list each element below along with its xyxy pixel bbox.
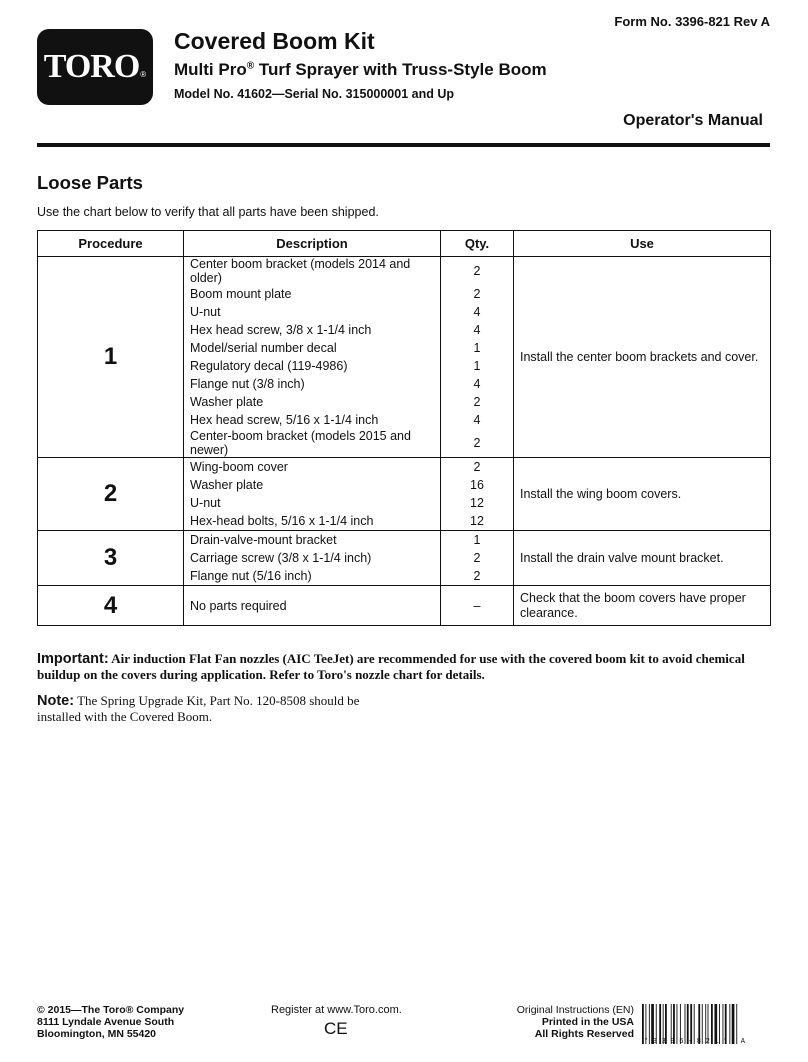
document-title: Covered Boom Kit [174, 28, 375, 54]
procedure-number: 1 [38, 257, 184, 458]
part-description: Center-boom bracket (models 2015 and newer) [184, 429, 441, 458]
part-description: Flange nut (3/8 inch) [184, 375, 441, 393]
form-number: Form No. 3396-821 Rev A [614, 14, 770, 29]
procedure-number: 2 [38, 458, 184, 531]
section-intro: Use the chart below to verify that all parts have been shipped. [37, 205, 379, 219]
procedure-use: Install the drain valve mount bracket. [514, 531, 771, 586]
model-serial-line: Model No. 41602—Serial No. 315000001 and Up [174, 87, 454, 101]
subtitle-product: Multi Pro [174, 60, 247, 79]
address-line-2: Bloomington, MN 55420 [37, 1028, 157, 1040]
part-qty: 2 [441, 458, 514, 477]
subtitle-registered-mark: ® [246, 60, 255, 72]
part-qty: 1 [441, 357, 514, 375]
important-note [37, 651, 777, 683]
register-link-text: Register at www.Toro.com. [271, 1004, 402, 1016]
loose-parts-table [37, 230, 771, 626]
note-text: The Spring Upgrade Kit, Part No. 120-8508 should be installed with the Covered Boom. [37, 693, 360, 724]
part-qty: 4 [441, 303, 514, 321]
table-row [38, 257, 771, 286]
logo-text: TORO [43, 48, 140, 85]
part-qty: – [441, 586, 514, 626]
header-qty: Qty. [441, 231, 514, 257]
part-qty: 2 [441, 549, 514, 567]
part-qty: 4 [441, 411, 514, 429]
part-description: Hex-head bolts, 5/16 x 1-1/4 inch [184, 512, 441, 531]
part-description: Washer plate [184, 476, 441, 494]
part-description: Drain-valve-mount bracket [184, 531, 441, 550]
part-description: Center boom bracket (models 2014 and older) [184, 257, 441, 286]
address-line-1: 8111 Lyndale Avenue South [37, 1016, 175, 1028]
note [37, 693, 397, 725]
header-procedure: Procedure [38, 231, 184, 257]
subtitle-rest: Turf Sprayer with Truss-Style Boom [254, 60, 547, 79]
logo-registered-mark: ® [140, 69, 147, 79]
part-description: Wing-boom cover [184, 458, 441, 477]
part-description: U-nut [184, 303, 441, 321]
original-instructions: Original Instructions (EN) [516, 1004, 634, 1016]
procedure-number: 3 [38, 531, 184, 586]
part-description: Hex head screw, 3/8 x 1-1/4 inch [184, 321, 441, 339]
part-qty: 2 [441, 567, 514, 586]
part-description: Regulatory decal (119-4986) [184, 357, 441, 375]
part-qty: 1 [441, 531, 514, 550]
part-qty: 2 [441, 429, 514, 458]
manual-label: Operator's Manual [623, 112, 763, 129]
all-rights: All Rights Reserved [534, 1028, 634, 1040]
document-subtitle [174, 60, 547, 80]
note-label: Note: [37, 693, 75, 709]
ce-mark: CE [324, 1019, 348, 1038]
part-description: Flange nut (5/16 inch) [184, 567, 441, 586]
important-text: Air induction Flat Fan nozzles (AIC TeeJet) are recommended for use with the covered boom kit to avoid chemical buildup on the covers during application. Refer to Toro's nozzle chart for details. [37, 651, 745, 682]
important-label: Important: [37, 651, 109, 667]
table-body [38, 257, 771, 626]
part-qty: 2 [441, 285, 514, 303]
part-qty: 1 [441, 339, 514, 357]
part-qty: 2 [441, 393, 514, 411]
procedure-number: 4 [38, 586, 184, 626]
footer-company [37, 1004, 184, 1040]
part-description: Hex head screw, 5/16 x 1-1/4 inch [184, 411, 441, 429]
footer-rights [517, 1004, 634, 1040]
part-qty: 12 [441, 512, 514, 531]
printed-in: Printed in the USA [541, 1016, 634, 1028]
part-description: Carriage screw (3/8 x 1-1/4 inch) [184, 549, 441, 567]
barcode-text: *3396-821* A [644, 1038, 750, 1046]
header-use: Use [514, 231, 771, 257]
part-description: Washer plate [184, 393, 441, 411]
procedure-use: Install the center boom brackets and cover. [514, 257, 771, 458]
part-description: U-nut [184, 494, 441, 512]
procedure-use: Check that the boom covers have proper clearance. [514, 586, 771, 626]
table-row [38, 586, 771, 626]
part-qty: 16 [441, 476, 514, 494]
part-description: Model/serial number decal [184, 339, 441, 357]
procedure-use: Install the wing boom covers. [514, 458, 771, 531]
copyright: © 2015—The Toro® Company [37, 1004, 185, 1016]
part-qty: 4 [441, 375, 514, 393]
section-title: Loose Parts [37, 172, 143, 193]
header-description: Description [184, 231, 441, 257]
part-description: No parts required [184, 586, 441, 626]
header-divider [37, 143, 770, 147]
part-qty: 4 [441, 321, 514, 339]
part-qty: 12 [441, 494, 514, 512]
toro-logo [37, 29, 153, 105]
table-header-row [38, 231, 771, 257]
part-qty: 2 [441, 257, 514, 286]
table-row [38, 531, 771, 550]
part-description: Boom mount plate [184, 285, 441, 303]
table-row [38, 458, 771, 477]
